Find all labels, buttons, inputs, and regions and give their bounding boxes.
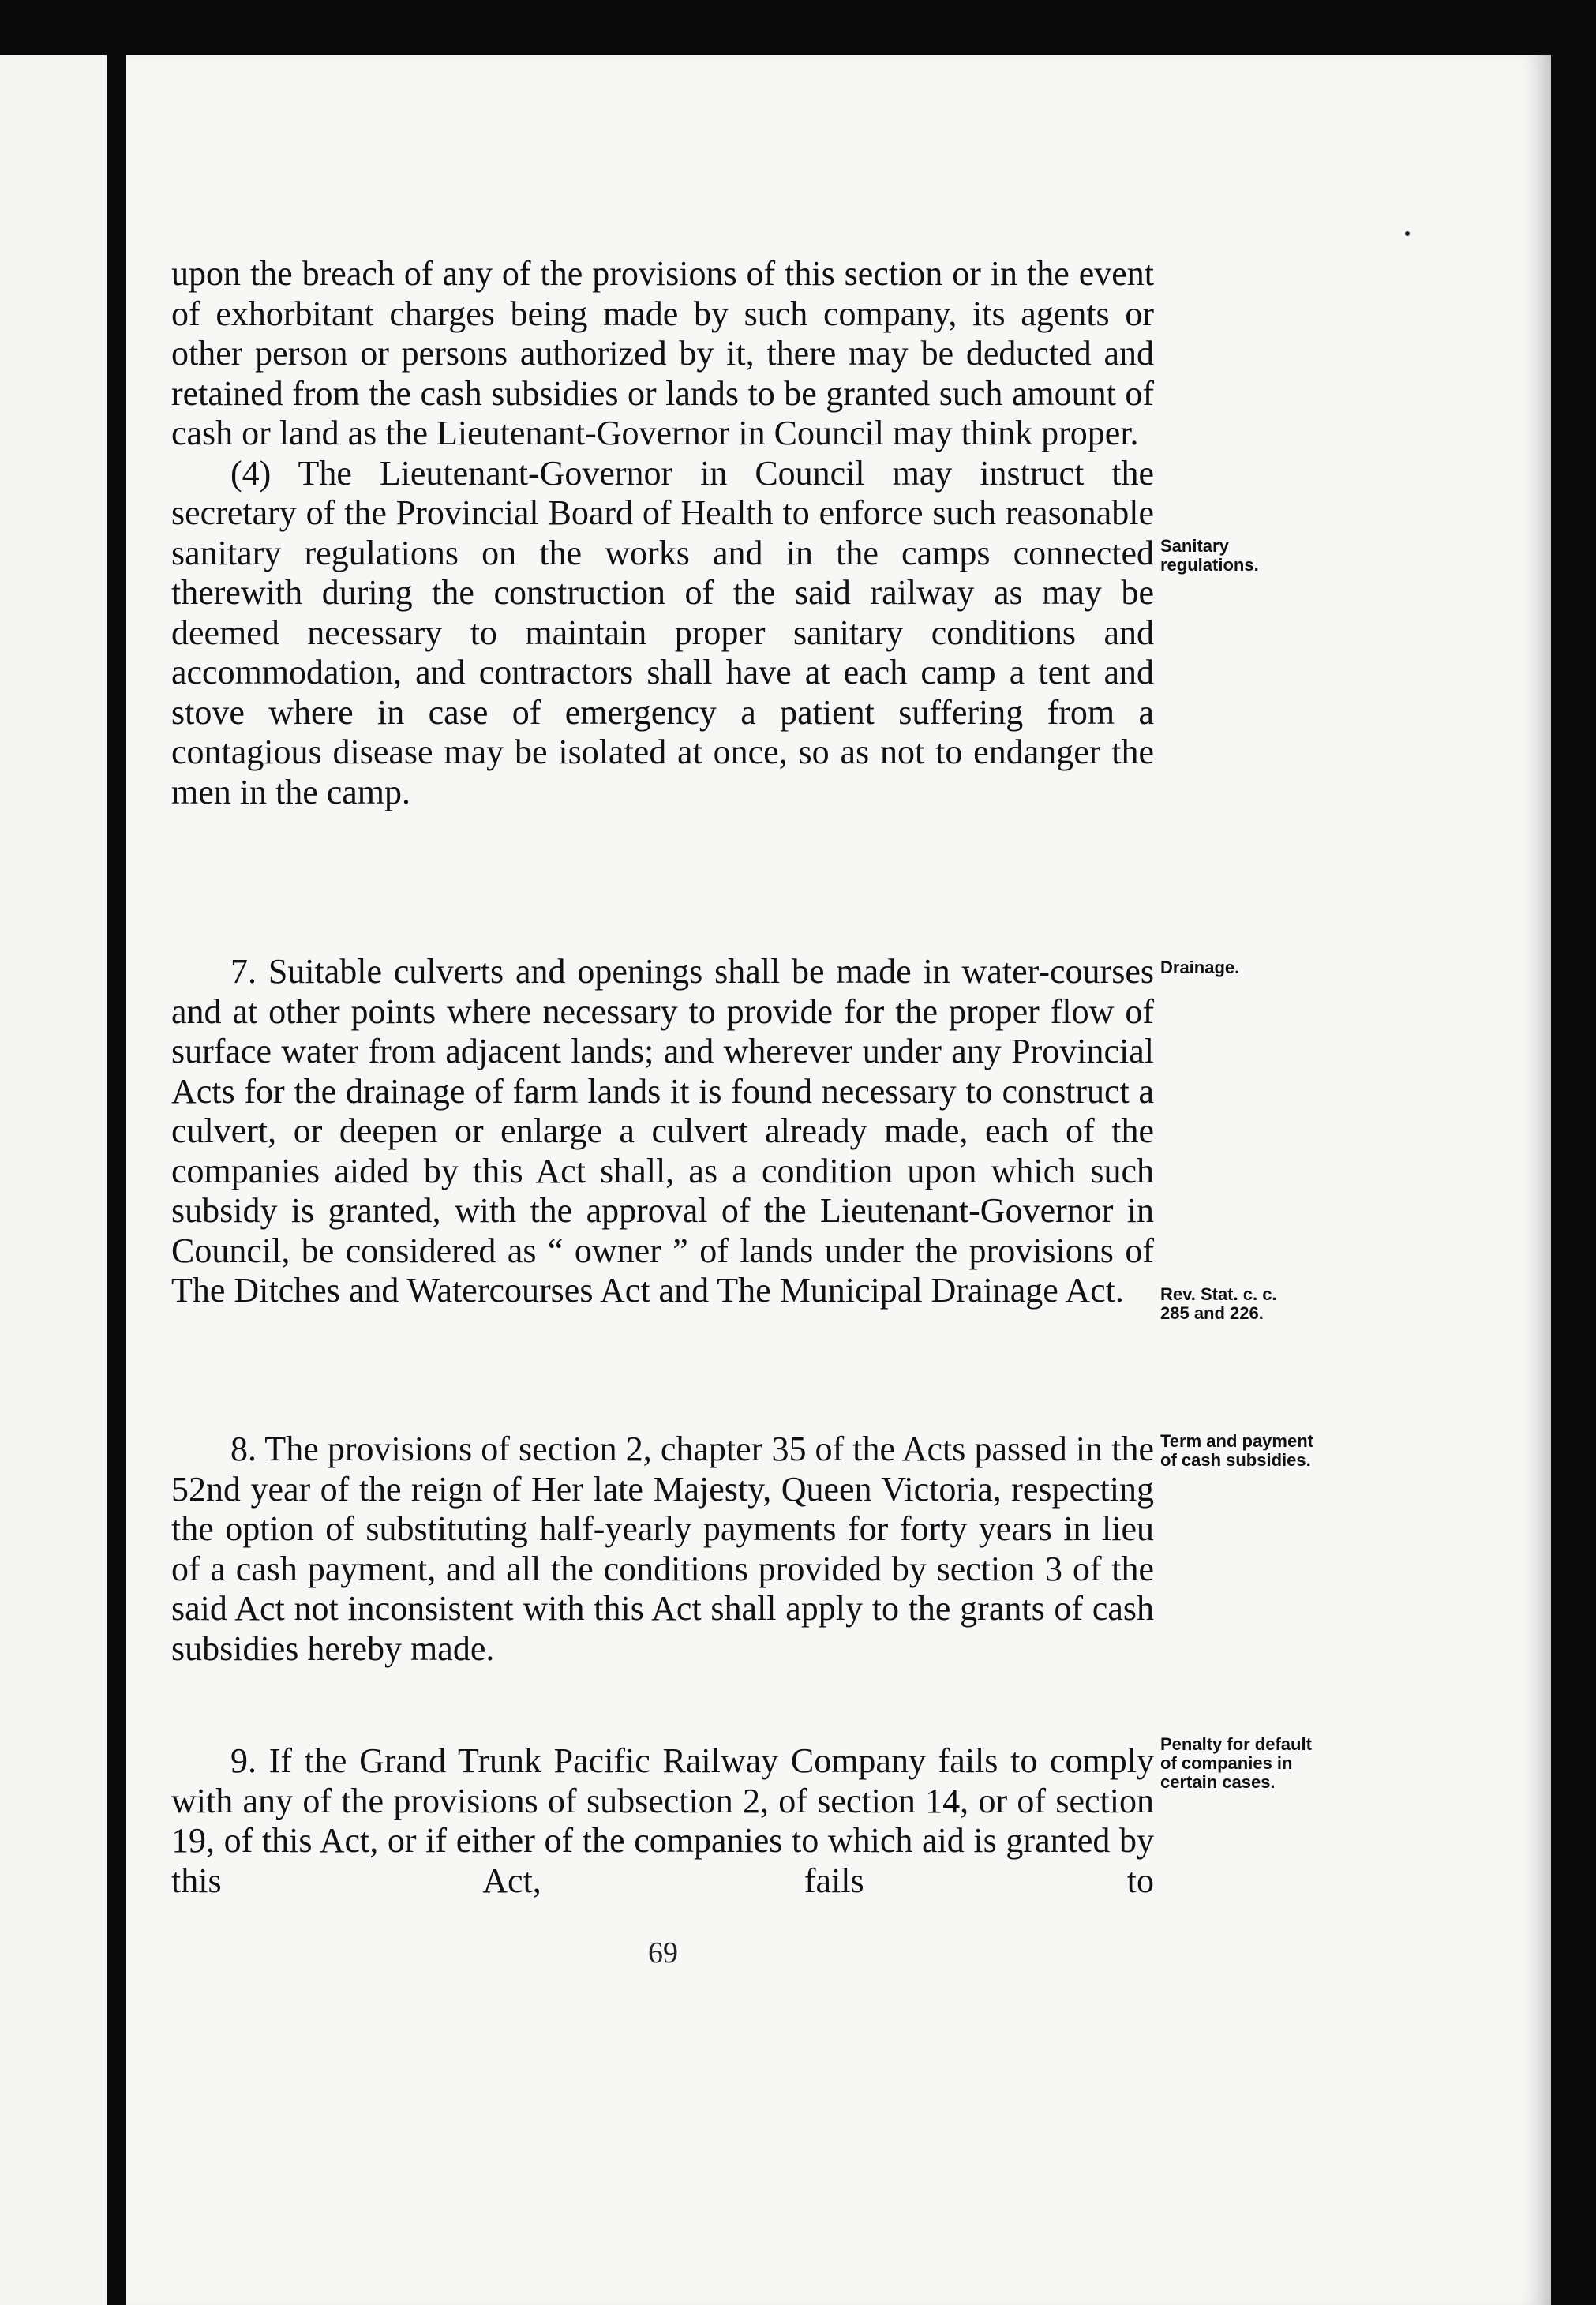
page-number: 69 <box>648 1936 678 1970</box>
section-8-block <box>171 1430 1154 1669</box>
margin-note-sanitary: Sanitary regulations. <box>1160 536 1259 575</box>
paper-speck <box>1405 231 1410 236</box>
paragraph-section-7: 7. Suitable culverts and openings shall be made in water-courses and at other points where necessary to provide for the proper flow of surface water from adjacent lands; and wherever under any Provincial Acts for the drainage of farm lands it is found necessary to construct a culvert, or deepen or enlarge a culvert already made, each of the companies aided by this Act shall, as a condition upon which such subsidy is granted, with the approval of the Lieutenant-Governor in Council, be considered as “ owner ” of lands under the provisions of The Ditches and Watercourses Act and The Municipal Drainage Act. <box>171 952 1154 1310</box>
paragraph-section-8: 8. The provisions of section 2, chapter 35 of the Acts passed in the 52nd year of the reign of Her late Majesty, Queen Victoria, respecting the option of substituting half-yearly payments for forty years in lieu of a cash payment, and all the conditions provided by section 3 of the said Act not inconsistent with this Act shall apply to the grants of cash subsidies hereby made. <box>171 1430 1154 1668</box>
margin-note-drainage: Drainage. <box>1160 958 1240 977</box>
margin-note-term-payment: Term and payment of cash subsidies. <box>1160 1431 1313 1470</box>
paragraph-sanitary: (4) The Lieutenant-Governor in Council may instruct the secretary of the Provincial Board of Health to enforce such reasonable sanitary regulations on the works and in the camps connected therewith during the construction of the said railway as may be deemed necessary to maintain proper sanitary conditions and accommodation, and contractors shall have at each camp a tent and stove where in case of emergency a patient suffering from a contagious disease may be isolated at once, so as not to endanger the men in the camp. <box>171 453 1154 811</box>
section-top-block <box>171 254 1154 812</box>
adjacent-page-edge <box>0 55 107 2305</box>
margin-note-penalty: Penalty for default of companies in certain cases. <box>1160 1734 1312 1792</box>
section-9-block <box>171 1741 1154 1901</box>
section-7-block <box>171 952 1154 1311</box>
margin-note-rev-stat: Rev. Stat. c. c. 285 and 226. <box>1160 1284 1277 1323</box>
paragraph-section-9: 9. If the Grand Trunk Pacific Railway Company fails to comply with any of the provisions of subsection 2, of section 14, or of section 19, of this Act, or if either of the companies to which aid is granted by this Act, fails to <box>171 1741 1154 1900</box>
paragraph-breach: upon the breach of any of the provisions of this section or in the event of exhorbitant charges being made by such company, its agents or other person or persons authorized by it, there may be deducted and retained from the cash subsidies or lands to be granted such amount of cash or land as the Lieutenant-Governor in Council may think proper. <box>171 254 1154 452</box>
